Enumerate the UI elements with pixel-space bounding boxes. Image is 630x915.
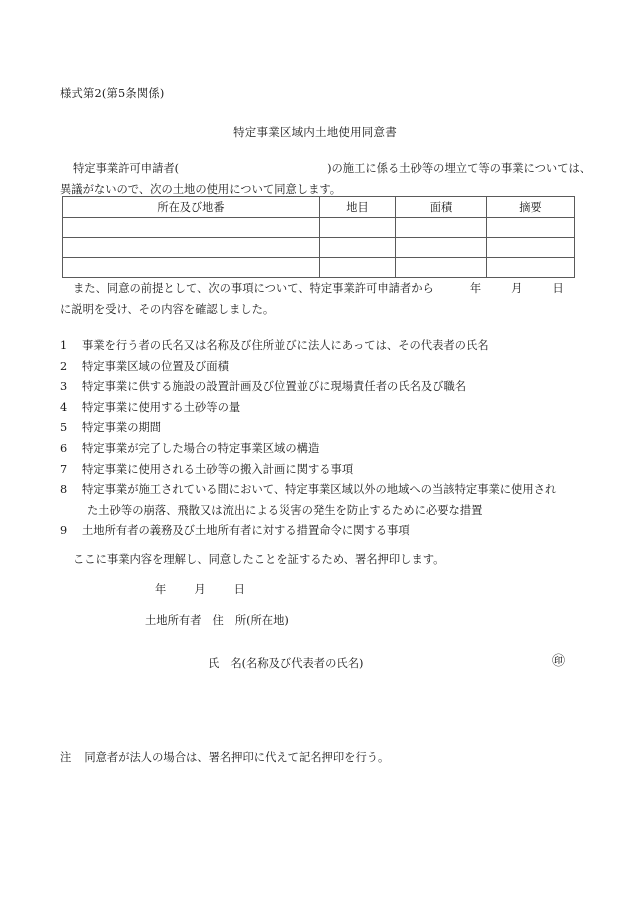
item-text: 特定事業が完了した場合の特定事業区域の構造 xyxy=(82,441,320,455)
name-value-label[interactable]: 名(名称及び代表者の氏名) xyxy=(230,657,364,670)
explain-day-label: 日 xyxy=(552,282,564,295)
confirmation-paragraph xyxy=(60,278,580,320)
cell-area[interactable] xyxy=(396,238,487,258)
closing-text: ここに事業内容を理解し、同意したことを証するため、署名押印します。 xyxy=(73,553,445,566)
document-title: 特定事業区域内土地使用同意書 xyxy=(233,125,397,139)
item-number: 3 xyxy=(60,380,68,394)
explain-year-label: 年 xyxy=(469,282,482,295)
address-label: 住 xyxy=(212,614,224,627)
item-text: 特定事業に使用する土砂等の量 xyxy=(82,400,241,414)
item-number: 1 xyxy=(60,339,68,352)
closing-statement xyxy=(60,551,444,567)
confirmation-line-1 xyxy=(60,278,580,299)
item-text: 事業を行う者の氏名又は名称及び住所並びに法人にあっては、その代表者の氏名 xyxy=(82,339,489,352)
cell-remarks[interactable] xyxy=(487,238,575,258)
item-number: 9 xyxy=(60,524,68,538)
seal-stamp-icon[interactable]: ㊞ xyxy=(552,654,566,669)
table-row xyxy=(63,238,575,258)
note-text: 同意者が法人の場合は、署名押印に代えて記名押印を行う。 xyxy=(84,751,390,764)
intro-line-1 xyxy=(60,158,592,179)
signature-day-label: 日 xyxy=(233,583,245,596)
intro-line-2: 異議がないので、次の土地の使用について同意します。 xyxy=(60,183,342,196)
list-item xyxy=(60,377,580,398)
item-number: 6 xyxy=(60,441,68,455)
signature-year-label: 年 xyxy=(155,583,167,596)
item-text-continuation: た土砂等の崩落、飛散又は流出による災害の発生を防止するために必要な措置 xyxy=(87,503,483,517)
table-row xyxy=(63,218,575,238)
applicant-prefix-text: 特定事業許可申請者( xyxy=(73,162,180,175)
owner-role-label: 土地所有者 xyxy=(145,614,202,627)
cell-location[interactable] xyxy=(63,218,320,238)
footer-note xyxy=(60,749,389,765)
item-text: 土地所有者の義務及び土地所有者に対する措置命令に関する事項 xyxy=(82,524,410,538)
cell-location[interactable] xyxy=(63,238,320,258)
signature-date-line xyxy=(127,581,245,597)
list-item xyxy=(60,439,580,460)
list-item xyxy=(60,357,580,378)
applicant-suffix-text: )の施工に係る土砂等の埋立て等の事業については、 xyxy=(327,162,592,175)
cell-land-type[interactable] xyxy=(320,218,396,238)
note-label: 注 xyxy=(60,751,72,764)
cell-area[interactable] xyxy=(396,218,487,238)
cell-location[interactable] xyxy=(63,258,320,278)
cell-remarks[interactable] xyxy=(487,218,575,238)
column-header-remarks: 摘要 xyxy=(487,197,575,218)
item-text: 特定事業の期間 xyxy=(82,421,162,435)
table-header-row xyxy=(63,197,575,218)
item-number: 4 xyxy=(60,400,68,414)
item-number: 2 xyxy=(60,359,68,373)
list-item xyxy=(60,521,580,542)
signature-month-label: 月 xyxy=(194,583,206,596)
list-item xyxy=(60,480,580,501)
column-header-location: 所在及び地番 xyxy=(63,197,320,218)
column-header-land-type: 地目 xyxy=(320,197,396,218)
item-number: 5 xyxy=(60,421,68,435)
list-item xyxy=(60,460,580,481)
item-text: 特定事業区域の位置及び面積 xyxy=(82,359,229,373)
explained-items-list xyxy=(60,336,580,542)
item-number: 7 xyxy=(60,462,68,476)
table-row xyxy=(63,258,575,278)
cell-area[interactable] xyxy=(396,258,487,278)
item-text: 特定事業に使用される土砂等の搬入計画に関する事項 xyxy=(82,462,354,476)
address-value-label[interactable]: 所(所在地) xyxy=(234,614,289,627)
list-item xyxy=(60,418,580,439)
item-text: 特定事業が施工されている間において、特定事業区域以外の地域への当該特定事業に使用され xyxy=(82,483,557,497)
column-header-area: 面積 xyxy=(396,197,487,218)
confirmation-line-2: に説明を受け、その内容を確認しました。 xyxy=(60,303,275,316)
name-label: 氏 xyxy=(208,657,220,670)
owner-name-line xyxy=(208,655,363,671)
list-item xyxy=(60,336,580,357)
item-text: 特定事業に供する施設の設置計画及び位置並びに現場責任者の氏名及び職名 xyxy=(82,380,467,394)
cell-land-type[interactable] xyxy=(320,258,396,278)
cell-remarks[interactable] xyxy=(487,258,575,278)
land-table xyxy=(62,196,575,278)
owner-address-line xyxy=(145,612,289,628)
confirmation-text: また、同意の前提として、次の事項について、特定事業許可申請者から xyxy=(73,282,434,295)
explain-month-label: 月 xyxy=(511,282,523,295)
intro-paragraph xyxy=(60,158,592,200)
form-code-label: 様式第2(第5条関係) xyxy=(60,87,165,100)
list-item xyxy=(60,398,580,419)
cell-land-type[interactable] xyxy=(320,238,396,258)
item-number: 8 xyxy=(60,483,68,497)
